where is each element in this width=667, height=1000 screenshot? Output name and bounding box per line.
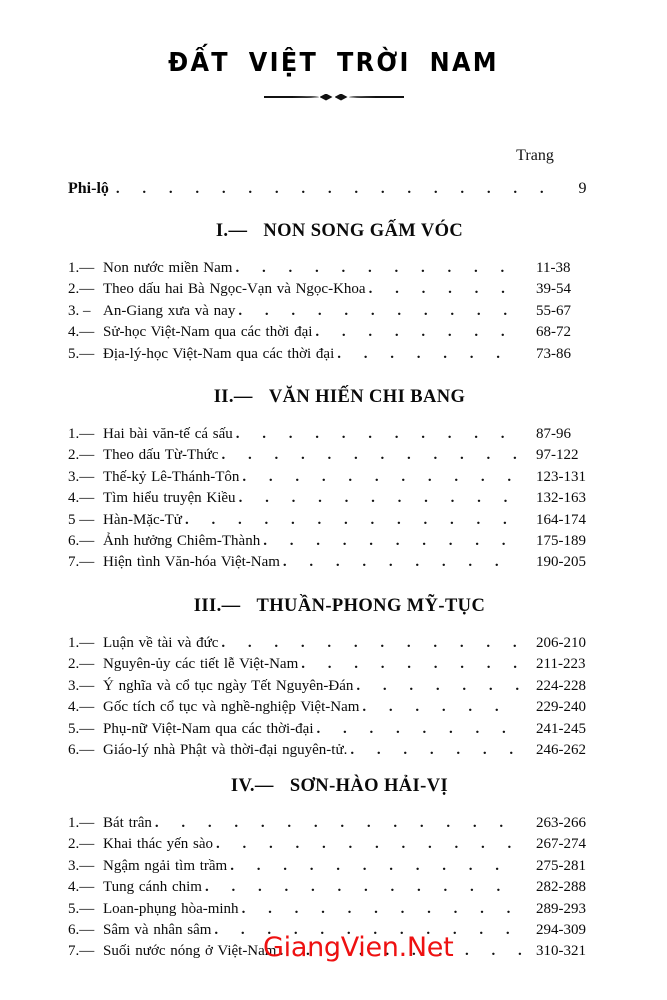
entry-number: 4.— [68, 699, 95, 716]
entry-page-range: 310-321 [536, 943, 586, 960]
dot-leader [315, 322, 522, 343]
toc-entry[interactable] [68, 899, 598, 920]
entry-title: Tìm hiểu truyện Kiều [103, 490, 236, 507]
entry-title: Ý nghĩa và cổ tục ngày Tết Nguyên-Đán [103, 677, 354, 694]
entry-title: Tung cánh chim [103, 879, 202, 896]
entry-title: Theo dấu hai Bà Ngọc-Vạn và Ngọc-Khoa [103, 281, 366, 298]
section-numeral: IV.— [230, 776, 274, 796]
entry-page-range: 175-189 [536, 532, 586, 549]
entry-page-range: 73-86 [536, 345, 571, 362]
dot-leader [369, 279, 522, 300]
entry-title: Suối nước nóng ở Việt-Nam [103, 943, 277, 960]
section-entry-list [0, 633, 667, 761]
entry-title: Theo dấu Từ-Thức [103, 447, 219, 464]
page-title: ĐẤT VIỆT TRỜI NAM [168, 48, 499, 78]
section-title: NON SONG GẤM VÓC [263, 221, 464, 241]
entry-page-range: 164-174 [536, 511, 586, 528]
entry-number: 6.— [68, 741, 95, 758]
entry-title: An-Giang xưa và nay [103, 302, 236, 319]
entry-page-range: 11-38 [536, 260, 571, 276]
entry-title: Non nước miền Nam [103, 260, 233, 276]
entry-page-range: 68-72 [536, 324, 571, 341]
section-heading [0, 596, 667, 617]
toc-section-2 [0, 387, 667, 574]
entry-page-range: 282-288 [536, 879, 586, 896]
entry-title: Khai thác yến sào [103, 836, 214, 853]
entry-title: Sử-học Việt-Nam qua các thời đại [103, 324, 313, 341]
entry-number: 2.— [68, 836, 95, 853]
dot-leader [116, 181, 564, 198]
entry-title: Luận về tài và đức [103, 635, 219, 651]
site-watermark: GiangVien.Net [263, 932, 454, 963]
toc-entry[interactable] [68, 719, 598, 740]
entry-page-range: 275-281 [536, 857, 586, 874]
entry-number: 3.— [68, 677, 95, 694]
entry-number: 5.— [68, 900, 95, 917]
toc-entry[interactable] [68, 344, 598, 365]
toc-entry[interactable] [68, 697, 598, 718]
dot-leader [279, 941, 522, 962]
entry-page-range: 123-131 [536, 468, 586, 485]
entry-title: Giáo-lý nhà Phật và thời-đại nguyên-tử. [103, 741, 348, 758]
entry-page-range: 39-54 [536, 281, 571, 298]
toc-entry[interactable] [68, 654, 598, 675]
toc-entry[interactable] [68, 834, 598, 855]
entry-number: 2.— [68, 447, 95, 464]
toc-entry[interactable] [68, 813, 598, 834]
toc-entry[interactable] [68, 510, 598, 531]
toc-entry[interactable] [68, 531, 598, 552]
entry-number: 3.— [68, 857, 95, 874]
toc-entry[interactable] [68, 322, 598, 343]
toc-entry[interactable] [68, 877, 598, 898]
toc-section-3 [0, 596, 667, 761]
entry-title: Địa-lý-học Việt-Nam qua các thời đại [103, 345, 335, 362]
dot-leader [242, 467, 522, 488]
entry-title: Phụ-nữ Việt-Nam qua các thời-đại [103, 720, 314, 737]
dot-leader [221, 445, 522, 466]
entry-page-range: 289-293 [536, 900, 586, 917]
toc-entry[interactable] [68, 301, 598, 322]
toc-entry[interactable] [68, 920, 598, 941]
entry-page-range: 190-205 [536, 554, 586, 571]
section-heading [0, 387, 667, 408]
entry-number: 4.— [68, 879, 95, 896]
entry-number: 5.— [68, 345, 95, 362]
entry-page-range: 241-245 [536, 720, 586, 737]
toc-entry[interactable] [68, 488, 598, 509]
entry-number: 1.— [68, 260, 95, 276]
toc-entry[interactable] [68, 279, 598, 300]
dot-leader [350, 740, 522, 761]
section-numeral: II.— [213, 387, 253, 407]
entry-number: 5 — [68, 511, 95, 528]
dot-leader [221, 633, 522, 654]
dot-leader [242, 899, 522, 920]
entry-number: 7.— [68, 554, 95, 571]
entry-number: 4.— [68, 490, 95, 507]
entry-title: Loan-phụng hòa-minh [103, 900, 239, 917]
divider-rule-right [349, 96, 404, 98]
toc-entry[interactable] [68, 941, 598, 962]
dot-leader [263, 531, 522, 552]
section-title: VĂN HIẾN CHI BANG [268, 387, 466, 407]
toc-entry[interactable] [68, 856, 598, 877]
dot-leader [205, 877, 522, 898]
entry-number: 2.— [68, 281, 95, 298]
entry-page-range: 97-122 [536, 447, 579, 464]
entry-number: 1.— [68, 635, 95, 651]
section-numeral: III.— [193, 596, 241, 616]
entry-number: 2.— [68, 656, 95, 673]
dot-leader [216, 834, 522, 855]
toc-entry[interactable] [68, 467, 598, 488]
entry-page-range: 229-240 [536, 699, 586, 716]
dot-leader [239, 488, 522, 509]
section-numeral: I.— [215, 221, 248, 241]
entry-title: Bát trân [103, 815, 152, 831]
dot-leader [235, 258, 522, 279]
ornamental-divider [0, 88, 667, 106]
entry-page-range: 294-309 [536, 921, 586, 938]
preface-page-number: 9 [578, 180, 587, 197]
entry-title: Hiện tình Văn-hóa Việt-Nam [103, 554, 280, 571]
toc-entry[interactable] [68, 552, 598, 573]
entry-number: 6.— [68, 532, 95, 549]
toc-section-4 [0, 776, 667, 963]
entry-page-range: 87-96 [536, 426, 571, 442]
entry-number: 6.— [68, 921, 95, 938]
dot-leader [236, 424, 522, 445]
entry-title: Gốc tích cổ tục và nghề-nghiệp Việt-Nam [103, 699, 360, 716]
section-heading [0, 776, 667, 797]
entry-title: Hàn-Mặc-Tử [103, 511, 182, 528]
toc-entry[interactable] [68, 633, 598, 654]
entry-page-range: 132-163 [536, 490, 586, 507]
dot-leader [317, 719, 523, 740]
preface-label: Phi-lộ [68, 180, 109, 197]
section-entry-list [0, 258, 667, 365]
entry-page-range: 263-266 [536, 815, 586, 831]
entry-number: 1.— [68, 426, 95, 442]
section-entry-list [0, 813, 667, 963]
entry-title: Ảnh hưởng Chiêm-Thành [103, 532, 261, 549]
entry-page-range: 267-274 [536, 836, 586, 853]
entry-number: 4.— [68, 324, 95, 341]
dot-leader [301, 654, 522, 675]
entry-title: Sâm và nhân sâm [103, 921, 212, 938]
dot-leader [155, 813, 522, 834]
section-title: SƠN-HÀO HẢI-VỊ [289, 776, 449, 796]
entry-number: 3.— [68, 468, 95, 485]
toc-section-1 [0, 221, 667, 365]
toc-entry-preface[interactable] [68, 180, 598, 198]
section-title: THUẦN-PHONG MỸ-TỤC [256, 596, 486, 616]
entry-number: 1.— [68, 815, 95, 831]
entry-title: Nguyên-ủy các tiết lễ Việt-Nam [103, 656, 299, 673]
dot-leader [356, 676, 522, 697]
toc-entry[interactable] [68, 258, 598, 279]
entry-number: 3. – [68, 302, 91, 319]
entry-page-range: 224-228 [536, 677, 586, 694]
entry-title: Ngậm ngải tìm trầm [103, 857, 228, 874]
section-entry-list [0, 424, 667, 574]
divider-diamond-icon [320, 94, 333, 101]
toc-entry[interactable] [68, 445, 598, 466]
dot-leader [185, 510, 522, 531]
entry-title: Hai bài văn-tế cá sấu [103, 426, 233, 442]
dot-leader [337, 344, 522, 365]
entry-number: 7.— [68, 943, 95, 960]
entry-page-range: 55-67 [536, 302, 571, 319]
dot-leader [238, 301, 522, 322]
entry-page-range: 211-223 [536, 656, 586, 673]
section-heading [0, 221, 667, 242]
divider-diamond-icon [335, 94, 348, 101]
entry-page-range: 246-262 [536, 741, 586, 758]
toc-entry[interactable] [68, 676, 598, 697]
dot-leader [214, 920, 522, 941]
divider-rule-left [264, 96, 319, 98]
toc-entry[interactable] [68, 424, 598, 445]
dot-leader [230, 856, 522, 877]
entry-number: 5.— [68, 720, 95, 737]
entry-title: Thế-kỷ Lê-Thánh-Tôn [103, 468, 240, 485]
toc-entry[interactable] [68, 740, 598, 761]
page-column-header: Trang [516, 147, 554, 164]
dot-leader [283, 552, 522, 573]
entry-page-range: 206-210 [536, 635, 586, 651]
dot-leader [362, 697, 522, 718]
